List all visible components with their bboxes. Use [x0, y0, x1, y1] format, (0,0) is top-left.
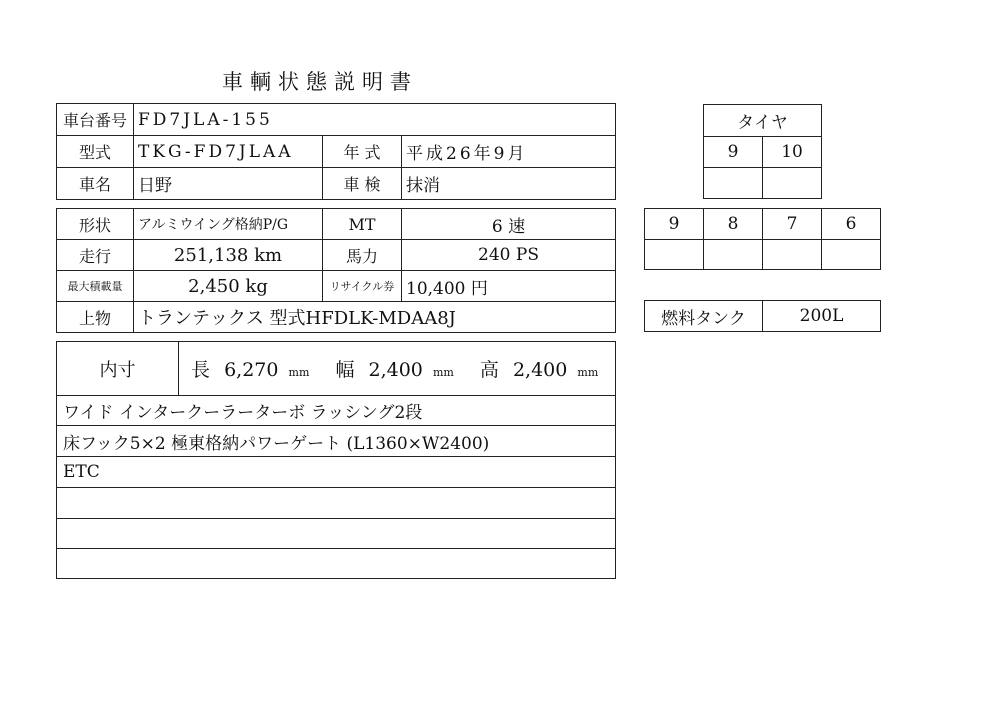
chassis-number-label: 車台番号: [57, 104, 134, 136]
recycle-ticket-label: リサイクル券: [323, 271, 402, 302]
height-value: 2,400: [512, 359, 568, 381]
tire-front-value: [763, 168, 822, 199]
length-unit: mm: [288, 366, 310, 379]
tire-label: タイヤ: [704, 105, 822, 137]
tire-front-value: 10: [763, 137, 822, 168]
tire-rear-value: [822, 240, 881, 270]
tire-rear-value: 8: [704, 209, 763, 240]
tire-rear-value: 7: [763, 209, 822, 240]
tire-rear-value: [645, 240, 704, 270]
max-load-value: 2,450 kg: [134, 271, 323, 302]
tire-front-table: [703, 104, 822, 199]
max-load-label: 最大積載量: [57, 271, 134, 302]
fuel-tank-value: 200L: [763, 301, 881, 332]
tire-rear-table: [644, 208, 881, 270]
width-unit: mm: [432, 366, 454, 379]
body-label: 上物: [57, 302, 134, 333]
year-value: 平成26年9月: [402, 136, 616, 168]
note-line: 床フック5×2 極東格納パワーゲート (L1360×W2400): [57, 426, 616, 457]
vehicle-info-table: [56, 103, 616, 200]
model-value: TKG-FD7JLAA: [134, 136, 323, 168]
chassis-number-value: FD7JLA-155: [134, 104, 616, 136]
transmission-value: 6 速: [402, 209, 616, 240]
tire-rear-value: 6: [822, 209, 881, 240]
vehicle-name-value: 日野: [134, 168, 323, 200]
width-value: 2,400: [368, 359, 423, 381]
mileage-value: 251,138 km: [134, 240, 323, 271]
height-label: 高: [479, 359, 499, 381]
document-title: 車輌状態説明書: [222, 70, 418, 94]
inner-dimensions-label: 内寸: [57, 342, 179, 396]
note-line: ワイド インタークーラーターボ ラッシング2段: [57, 396, 616, 426]
recycle-ticket-value: 10,400 円: [402, 271, 616, 302]
vehicle-name-label: 車名: [57, 168, 134, 200]
spec-table: [56, 208, 616, 333]
model-label: 型式: [57, 136, 134, 168]
note-line: [57, 519, 616, 549]
inner-dimensions-value: [179, 342, 616, 396]
body-value: トランテックス 型式HFDLK-MDAA8J: [134, 302, 616, 333]
dimensions-notes-table: [56, 341, 616, 579]
inspection-label: 車 検: [323, 168, 402, 200]
fuel-tank-label: 燃料タンク: [645, 301, 763, 332]
inspection-value: 抹消: [402, 168, 616, 200]
horsepower-value: 240 PS: [402, 240, 616, 271]
year-label: 年 式: [323, 136, 402, 168]
length-value: 6,270: [224, 359, 279, 381]
tire-rear-value: [763, 240, 822, 270]
width-label: 幅: [335, 359, 355, 381]
tire-rear-value: 9: [645, 209, 704, 240]
note-line: ETC: [57, 457, 616, 488]
note-line: [57, 549, 616, 579]
tire-front-value: [704, 168, 763, 199]
fuel-tank-table: [644, 300, 881, 332]
height-unit: mm: [577, 366, 599, 379]
tire-front-value: 9: [704, 137, 763, 168]
transmission-label: MT: [323, 209, 402, 240]
mileage-label: 走行: [57, 240, 134, 271]
horsepower-label: 馬力: [323, 240, 402, 271]
note-line: [57, 488, 616, 519]
shape-label: 形状: [57, 209, 134, 240]
shape-value: アルミウイング格納P/G: [134, 209, 323, 240]
tire-rear-value: [704, 240, 763, 270]
length-label: 長: [191, 359, 211, 381]
